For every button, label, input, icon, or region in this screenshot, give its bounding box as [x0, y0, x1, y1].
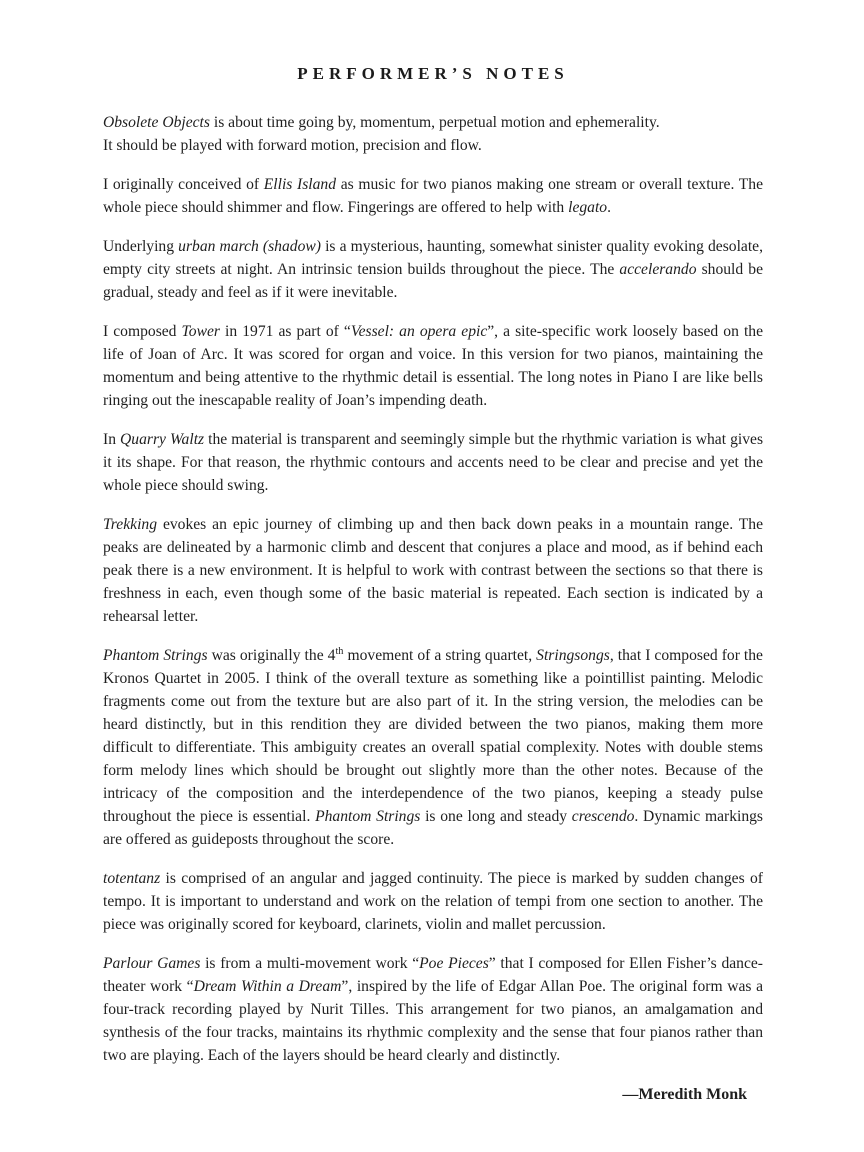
text-segment: Poe Pieces [419, 955, 489, 972]
paragraph [103, 952, 763, 1067]
paragraph [103, 513, 763, 628]
text-segment: Tower [181, 323, 220, 340]
text-segment: is one long and steady [420, 808, 572, 825]
text-segment: . Dynamic markings are offered as guideposts throughout the score. [103, 808, 763, 848]
paragraph [103, 173, 763, 219]
notes-body [103, 111, 763, 1067]
text-segment: ” that I composed for Ellen Fisher’s dance-theater work “ [103, 955, 764, 995]
paragraph [103, 428, 763, 497]
text-segment: ”, inspired by the life of Edgar Allan Poe. The original form was a four-track recording played by Nurit Tilles. This arrangement for two pianos, an amalgamation and synthesis of the four tracks, maintains its rhythmic complexity and the sense that four pianos rather than two are playing. Each of the layers should be heard clearly and distinctly. [103, 978, 763, 1064]
text-segment: should be gradual, steady and feel as if it were inevitable. [103, 261, 764, 301]
text-segment: is a mysterious, haunting, somewhat sinister quality evoking desolate, empty city streets at night. An intrinsic tension builds throughout the piece. The [103, 238, 763, 278]
text-segment: evokes an epic journey of climbing up and then back down peaks in a mountain range. The peaks are delineated by a harmonic climb and descent that conjures a place and mood, as if behind each peak there is a new environment. It is helpful to work with contrast between the sections so that there is freshness in each, even though some of the basic material is repeated. Each section is indicated by a rehearsal letter. [103, 516, 763, 625]
page-title: PERFORMER’S NOTES [297, 64, 569, 83]
text-segment: Dream Within a Dream [193, 978, 342, 995]
text-segment: In [103, 431, 121, 448]
paragraph [103, 320, 763, 412]
text-segment: Vessel: an opera epic [350, 323, 488, 340]
text-segment: Parlour Games [103, 955, 201, 972]
text-segment: as music for two pianos making one stream or overall texture. The whole piece should shimmer and flow. Fingerings are offered to help with [103, 176, 763, 216]
text-segment: is from a multi-movement work “ [200, 955, 420, 972]
text-segment: accelerando [619, 261, 697, 278]
paragraph [103, 867, 763, 936]
text-segment: is comprised of an angular and jagged continuity. The piece is marked by sudden changes of tempo. It is important to understand and work on the relation of tempi from one section to another. The piece was originally scored for keyboard, clarinets, violin and mallet percussion. [103, 870, 763, 933]
text-segment: Obsolete Objects [103, 114, 210, 131]
text-segment: is about time going by, momentum, perpetual motion and ephemerality. It should be played with forward motion, precision and flow. [103, 114, 660, 154]
text-segment: . [607, 199, 611, 216]
text-segment: in 1971 as part of “ [219, 323, 351, 340]
paragraph [103, 111, 763, 157]
author-signature: —Meredith Monk [622, 1086, 747, 1103]
text-segment: movement of a string quartet, [343, 647, 537, 664]
text-segment: was originally the 4 [207, 647, 336, 664]
text-segment: Ellis Island [263, 176, 337, 193]
paragraph [103, 644, 763, 851]
paragraph [103, 235, 763, 304]
text-segment: totentanz [103, 870, 161, 887]
text-segment: Underlying [103, 238, 179, 255]
text-segment: legato [568, 199, 608, 216]
text-segment: Trekking [103, 516, 157, 533]
text-segment: I originally conceived of [103, 176, 264, 193]
text-segment: ”, a site-specific work loosely based on the life of Joan of Arc. It was scored for organ and voice. In this version for two pianos, maintaining the momentum and being attentive to the rhythmic detail is essential. The long notes in Piano I are like bells ringing out the inescapable reality of Joan’s impending death. [103, 323, 763, 409]
text-segment: Quarry Waltz [120, 431, 205, 448]
text-segment: urban march (shadow) [178, 238, 321, 255]
text-segment: Phantom Strings [103, 647, 208, 664]
text-segment: , that I composed for the Kronos Quartet in 2005. I think of the overall texture as something like a pointillist painting. Melodic fragments come out from the texture but are also part of it. In the string version, the melodies can be heard distinctly, but in this rendition they are divided between the two pianos, making them more difficult to differentiate. This ambiguity creates an overall spatial complexity. Notes with double stems form melody lines which should be brought out slightly more than the other notes. Because of the intricacy of the composition and the interdependence of the two pianos, keeping a steady pulse throughout the piece is essential. [103, 647, 763, 825]
text-segment: Stringsongs [536, 647, 610, 664]
text-segment: I composed [103, 323, 182, 340]
text-segment: the material is transparent and seemingly simple but the rhythmic variation is what gives it its shape. For that reason, the rhythmic contours and accents need to be clear and precise and yet the whole piece should swing. [103, 431, 764, 494]
text-segment: Phantom Strings [315, 808, 421, 825]
text-segment: crescendo [571, 808, 635, 825]
text-segment: th [335, 645, 344, 657]
